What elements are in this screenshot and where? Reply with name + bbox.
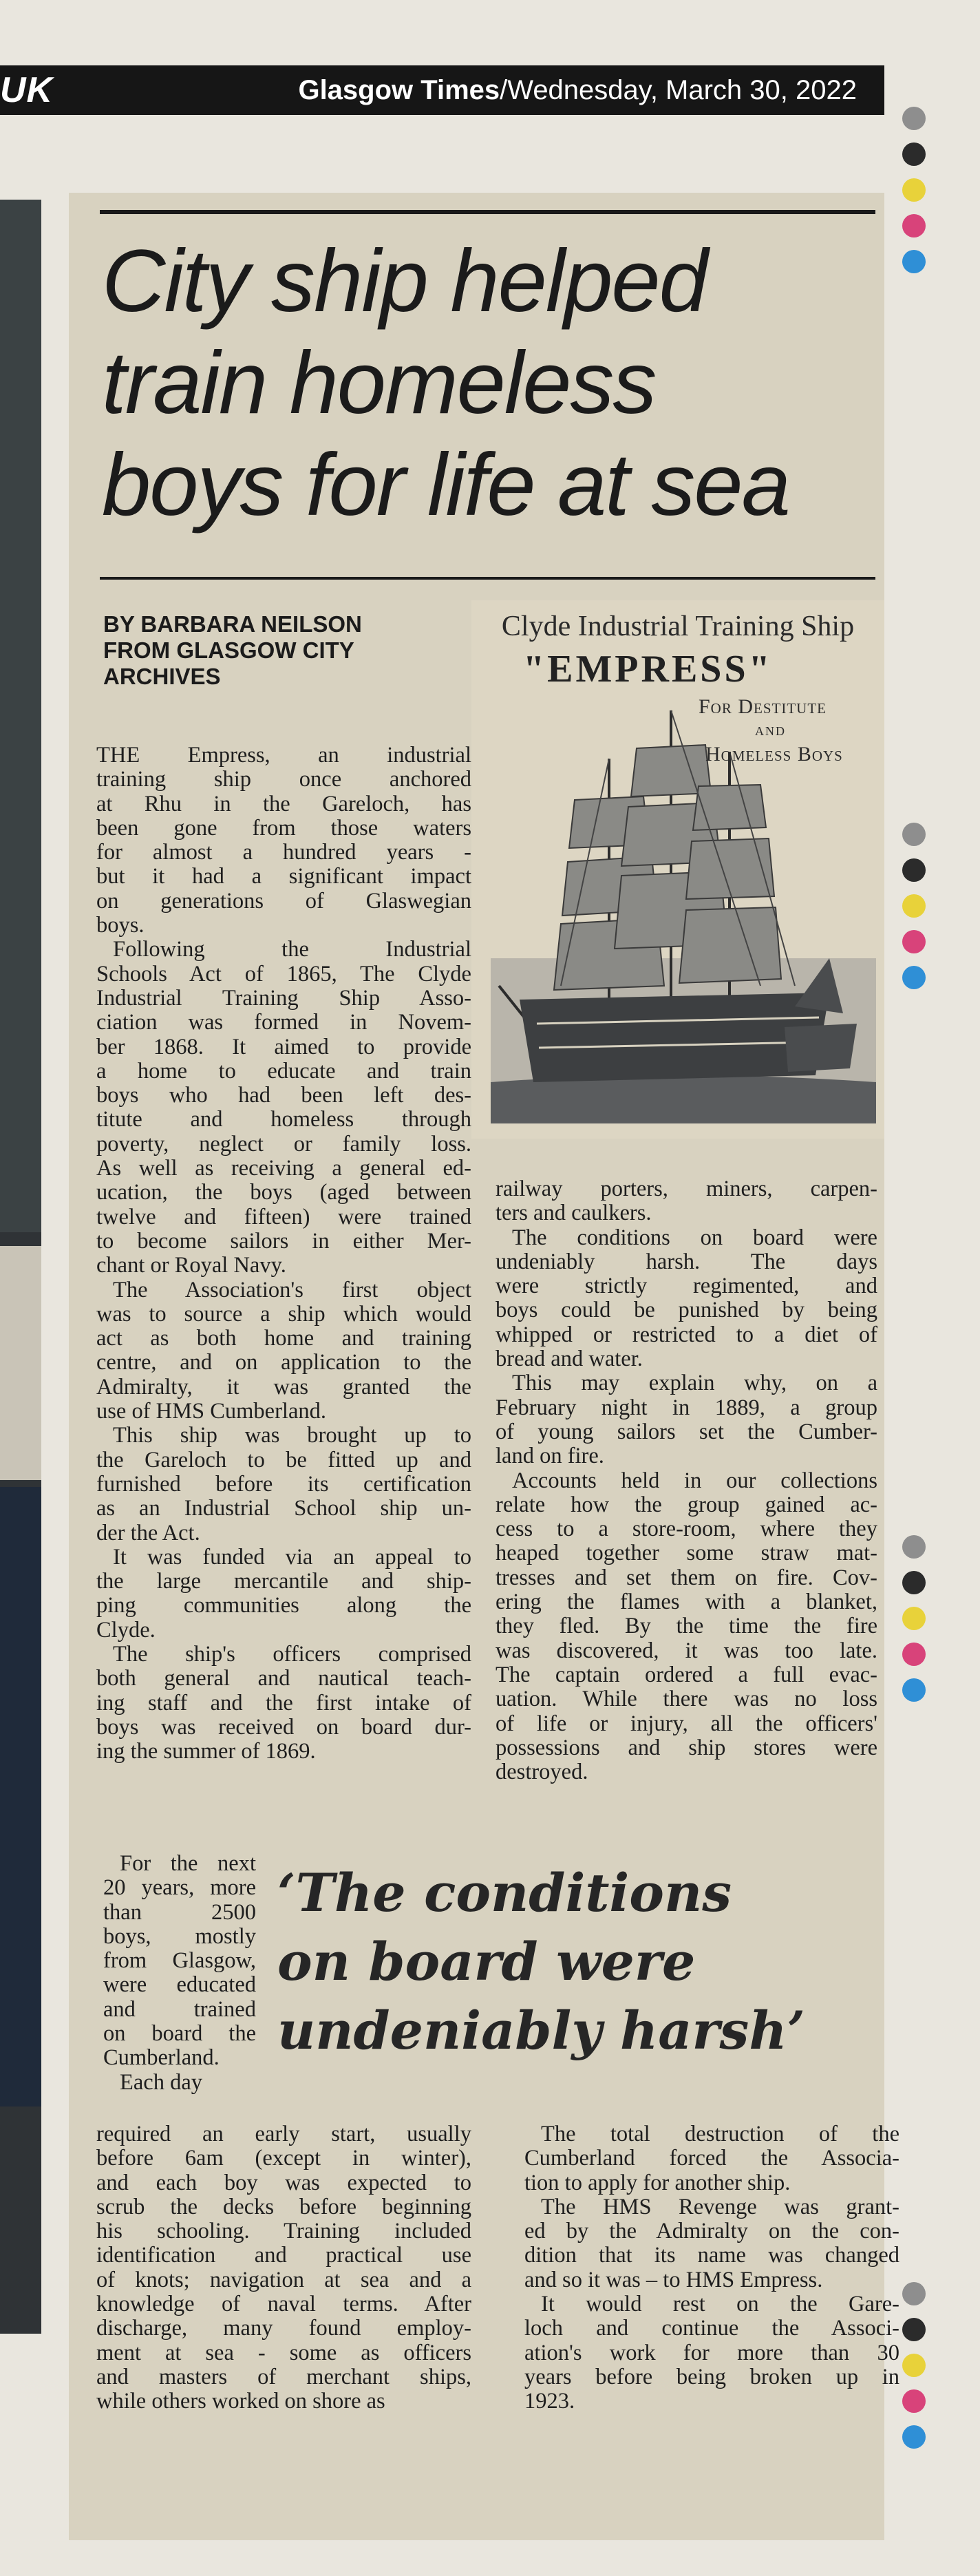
article-text-line: boys was received on board dur- [96,1714,471,1740]
headline [102,231,873,536]
article-text-line: identification and practical use [96,2243,471,2268]
article-text-line: cess to a store-room, where they [496,1517,877,1542]
article-text-line: undeniably harsh. The days [496,1249,877,1274]
article-text-line: boys. [96,913,145,938]
registration-dot [902,1678,926,1702]
article-text-line: of knots; navigation at sea and a [96,2267,471,2292]
article-text-line: than 2500 [103,1899,256,1925]
article-text-line: tion to apply for another ship. [524,2170,791,2195]
dateline-separator: / [500,75,508,105]
article-text-line: Accounts held in our collections [512,1468,877,1493]
article-text-line: but it had a significant impact [96,864,471,889]
article-text-line: uation. While there was no loss [496,1687,877,1712]
registration-dot [902,1571,926,1594]
article-text-line: The ship's officers comprised [113,1641,471,1667]
article-text-line: tresses and set them on fire. Cov- [496,1565,877,1590]
adjacent-page-photo [0,200,41,1232]
article-text-line: boys could be punished by being [496,1298,877,1323]
article-text-line: discharge, many found employ- [96,2316,471,2341]
article-text-line: The HMS Revenge was grant- [541,2194,899,2219]
article-text-line: bread and water. [496,1347,643,1372]
pull-quote-line: ‘The conditions [277,1862,732,1923]
article-text-line: ucation, the boys (aged between [96,1180,471,1205]
registration-dot [902,1607,926,1630]
article-text-line: whipped or restricted to a diet of [496,1322,877,1347]
article-text-line: the large mercantile and ship- [96,1569,471,1594]
article-text-line: was discovered, it was too late. [496,1638,877,1663]
article-column-right-top [496,1177,877,1784]
page-header-bar [0,65,884,115]
article-text-line: Schools Act of 1865, The Clyde [96,961,471,986]
article-text-line: ters and caulkers. [496,1201,652,1226]
article-text-line: years before being broken up in [524,2364,899,2389]
article-text-line: were educated [103,1972,256,1998]
registration-dots-bottom [902,2282,930,2461]
registration-dot [902,823,926,846]
article-text-line: Cumberland. [103,2045,220,2071]
registration-dot [902,2318,926,2341]
publication-date: Wednesday, March 30, 2022 [507,75,857,105]
article-text-line: The total destruction of the [541,2122,899,2146]
registration-dot [902,2354,926,2377]
article-text-line: Each day [120,2069,203,2095]
article-text-line: ment at sea - some as officers [96,2340,471,2365]
registration-dot [902,1643,926,1666]
article-text-line: Clyde. [96,1617,156,1643]
byline [103,611,447,690]
article-text-line: training ship once anchored [96,767,471,792]
article-text-line: The captain ordered a full evac- [496,1662,877,1687]
article-text-line: It would rest on the Gare- [541,2292,899,2317]
article-text-line: Admiralty, it was granted the [96,1374,471,1400]
article-text-line: land on fire. [496,1444,604,1469]
article-text-line: were strictly regimented, and [496,1274,877,1299]
registration-dots-upper-mid [902,823,930,1002]
article-text-line: THE Empress, an industrial [96,743,471,768]
article-text-line: 1923. [524,2389,575,2414]
registration-dot [902,1535,926,1559]
headline-line: boys for life at sea [102,436,789,534]
pull-quote [277,1859,897,2065]
article-text-line: boys, mostly [103,1923,256,1949]
article-text-line: scrub the decks before beginning [96,2194,471,2219]
article-text-line: and so it was – to HMS Empress. [524,2267,823,2292]
article-text-line: centre, and on application to the [96,1350,471,1375]
article-text-line: This ship was brought up to [113,1423,471,1448]
article-text-line: a home to educate and train [96,1058,471,1084]
article-text-line: It was funded via an appeal to [113,1544,471,1570]
article-text-line: of life or injury, all the officers' [496,1711,877,1736]
headline-top-rule [100,210,875,214]
article-text-line: ering the flames with a blanket, [496,1590,877,1615]
article-text-line: February night in 1889, a group [496,1395,877,1420]
article-text-line: Cumberland forced the Associa- [524,2146,899,2171]
article-text-line: ing staff and the first intake of [96,1690,471,1715]
article-text-line: loch and continue the Associ- [524,2316,899,2341]
article-text-line: from Glasgow, [103,1948,256,1974]
article-text-line: The conditions on board were [512,1225,877,1250]
article-text-line: boys who had been left des- [96,1083,471,1108]
article-text-line: required an early start, usually [96,2122,471,2146]
article-text-line: der the Act. [96,1520,200,1545]
article-text-line: chant or Royal Navy. [96,1253,286,1278]
article-text-line: and each boy was expected to [96,2170,471,2195]
article-text-line: on board the [103,2021,256,2047]
dateline [298,75,857,106]
adjacent-page-photo-2 [0,1487,41,2107]
article-text-line: they fled. By the time the fire [496,1614,877,1639]
article-text-line: both general and nautical teach- [96,1666,471,1691]
article-text-line: use of HMS Cumberland. [96,1399,326,1424]
article-text-line: For the next [120,1851,256,1876]
article-text-line: titute and homeless through [96,1107,471,1132]
article-text-line: poverty, neglect or family loss. [96,1131,471,1157]
byline-line: ARCHIVES [103,664,221,689]
registration-dot [902,894,926,918]
article-text-line: railway porters, miners, carpen- [496,1176,877,1201]
registration-dot [902,178,926,202]
article-text-line: The Association's first object [113,1277,471,1302]
poster-subtitle: Homeless Boys [705,743,843,766]
registration-dot [902,250,926,273]
article-text-line: As well as receiving a general ed- [96,1156,471,1181]
article-text-line: twelve and fifteen) were trained [96,1204,471,1229]
headline-line: City ship helped [102,232,707,330]
article-column-right-bottom [524,2122,899,2414]
article-column-left-top [96,743,471,1764]
poster-subtitle-and: AND [755,724,786,738]
article-text-line: and masters of merchant ships, [96,2364,471,2389]
article-text-line: and trained [103,1996,256,2022]
article-text-line: furnished before its certification [96,1471,471,1497]
headline-bottom-rule [100,577,875,580]
byline-line: FROM GLASGOW CITY [103,637,354,663]
article-text-line: ber 1868. It aimed to provide [96,1034,471,1059]
article-text-line: destroyed. [496,1760,588,1785]
article-text-line: knowledge of naval terms. After [96,2292,471,2317]
article-text-line: This may explain why, on a [512,1371,877,1396]
article-text-line: ing the summer of 1869. [96,1739,316,1764]
article-text-line: been gone from those waters [96,815,471,841]
article-text-line: dition that its name was changed [524,2243,899,2268]
article-text-line: while others worked on shore as [96,2389,385,2414]
poster-title: Clyde Industrial Training Ship [501,611,855,642]
registration-dot [902,2425,926,2449]
publication-name: Glasgow Times [298,75,500,105]
registration-dot [902,107,926,130]
article-column-left-narrow [103,1852,256,2095]
registration-dot [902,142,926,166]
article-text-line: to become sailors in either Mer- [96,1228,471,1254]
article-text-line: ciation was formed in Novem- [96,1010,471,1035]
article-text-line: his schooling. Training included [96,2219,471,2244]
article-text-line: Industrial Training Ship Asso- [96,985,471,1011]
article-text-line: 20 years, more [103,1875,256,1901]
pull-quote-line: undeniably harsh’ [277,2000,806,2061]
article-text-line: ping communities along the [96,1593,471,1618]
article-text-line: at Rhu in the Gareloch, has [96,791,471,816]
article-text-line: of young sailors set the Cumber- [496,1419,877,1444]
article-text-line: for almost a hundred years - [96,840,471,865]
adjacent-page-strip [0,200,41,2334]
article-text-line: before 6am (except in winter), [96,2146,471,2171]
adjacent-page-text [0,1246,41,1480]
article-text-line: ed by the Admiralty on the con- [524,2219,899,2244]
registration-dot [902,966,926,989]
section-label: UK [0,70,54,110]
poster-ship-name: "EMPRESS" [523,648,773,690]
article-text-line: heaped together some straw mat- [496,1541,877,1566]
registration-dots-top [902,107,930,286]
article-text-line: relate how the group gained ac- [496,1492,877,1517]
article-text-line: ation's work for more than 30 [524,2340,899,2365]
poster-subtitle: For Destitute [699,695,827,718]
headline-line: train homeless [102,334,656,432]
article-text-line: was to source a ship which would [96,1301,471,1327]
registration-dot [902,930,926,953]
archive-poster-image [471,600,884,1139]
article-column-left-bottom [96,2122,471,2414]
article-text-line: Following the Industrial [113,937,471,962]
pull-quote-line: on board were [277,1931,696,1992]
registration-dot [902,214,926,237]
registration-dots-lower-mid [902,1535,930,1714]
article-text-line: act as both home and training [96,1326,471,1351]
registration-dot [902,2282,926,2305]
byline-line: BY BARBARA NEILSON [103,611,362,637]
registration-dot [902,858,926,882]
article-text-line: the Gareloch to be fitted up and [96,1447,471,1472]
article-text-line: as an Industrial School ship un- [96,1496,471,1521]
article-text-line: possessions and ship stores were [496,1735,877,1760]
registration-dot [902,2389,926,2413]
article-text-line: on generations of Glaswegian [96,888,471,914]
